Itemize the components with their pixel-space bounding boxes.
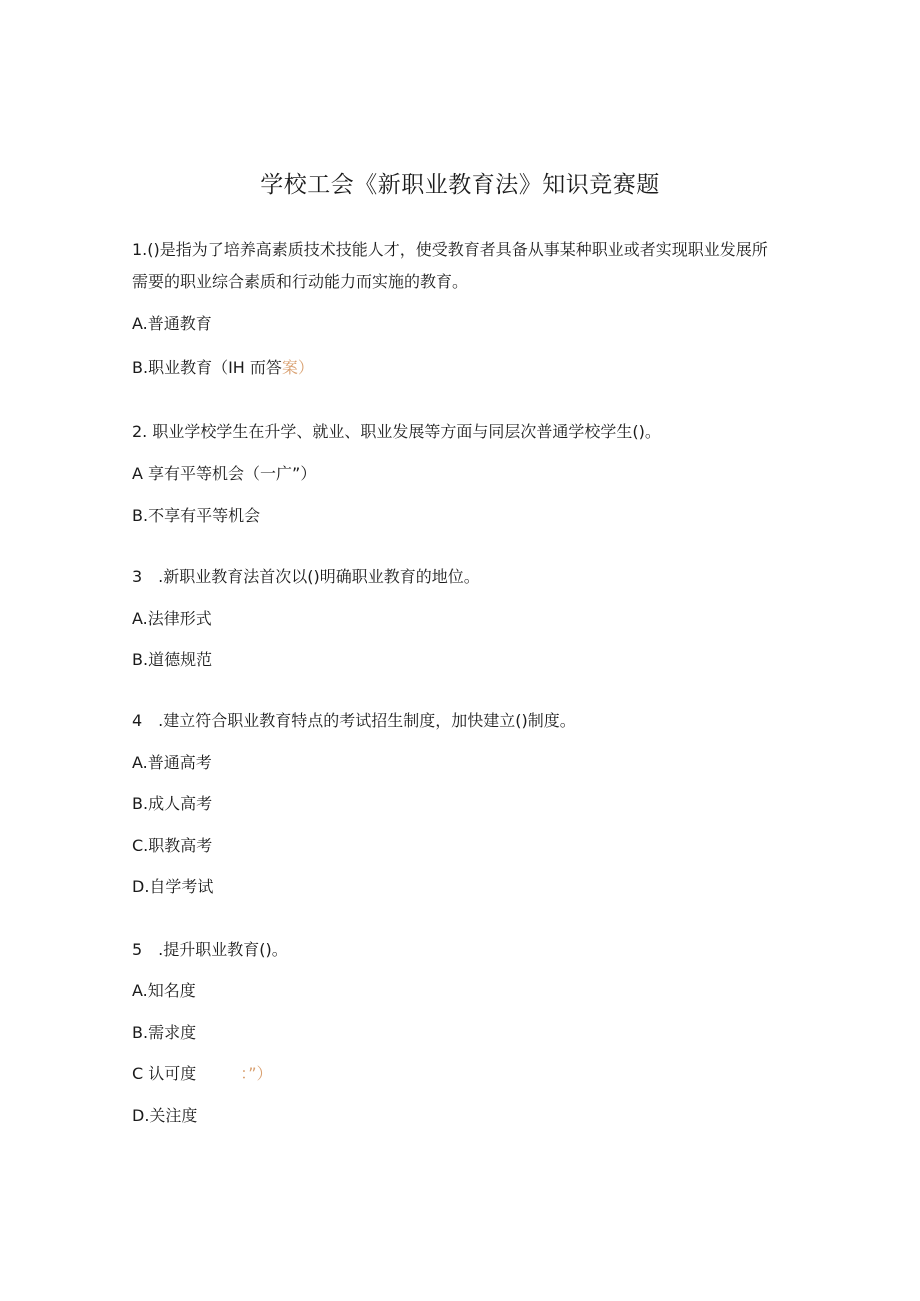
question-4-option-b: B.成人高考 [132, 794, 213, 813]
answer-note: 案） [281, 358, 314, 377]
answer-note: ：”） [240, 1064, 273, 1083]
question-2-option-b: B.不享有平等机会 [132, 506, 261, 525]
question-1-option-b [132, 358, 314, 378]
question-4-option-c: C.职教高考 [132, 836, 213, 855]
question-4-option-a: A.普通高考 [132, 753, 212, 772]
option-label: C 认可度 [132, 1064, 197, 1083]
question-1-option-a: A.普通教育 [132, 314, 212, 333]
question-5-option-d: D.关注度 [132, 1106, 198, 1125]
question-1-text: 1.()是指为了培养高素质技术技能人才，使受教育者具备从事某种职业或者实现职业发展所需要的职业综合素质和行动能力而实施的教育。 [132, 240, 768, 291]
question-3-option-a: A.法律形式 [132, 609, 212, 628]
question-3-text: 3 .新职业教育法首次以()明确职业教育的地位。 [132, 567, 480, 586]
question-5-option-a: A.知名度 [132, 981, 196, 1000]
question-5-option-c [132, 1064, 273, 1084]
question-4-option-d: D.自学考试 [132, 877, 214, 896]
document-title: 学校工会《新职业教育法》知识竞赛题 [260, 172, 660, 198]
question-5-option-b: B.需求度 [132, 1023, 197, 1042]
question-2-option-a: A 享有平等机会（一广”） [132, 464, 317, 483]
question-5-text: 5 .提升职业教育()。 [132, 940, 288, 959]
option-label: B.职业教育（IH 而答 [132, 358, 282, 377]
question-2-text: 2. 职业学校学生在升学、就业、职业发展等方面与同层次普通学校学生()。 [132, 422, 661, 441]
question-3-option-b: B.道德规范 [132, 650, 213, 669]
question-4-text: 4 .建立符合职业教育特点的考试招生制度，加快建立()制度。 [132, 711, 576, 730]
